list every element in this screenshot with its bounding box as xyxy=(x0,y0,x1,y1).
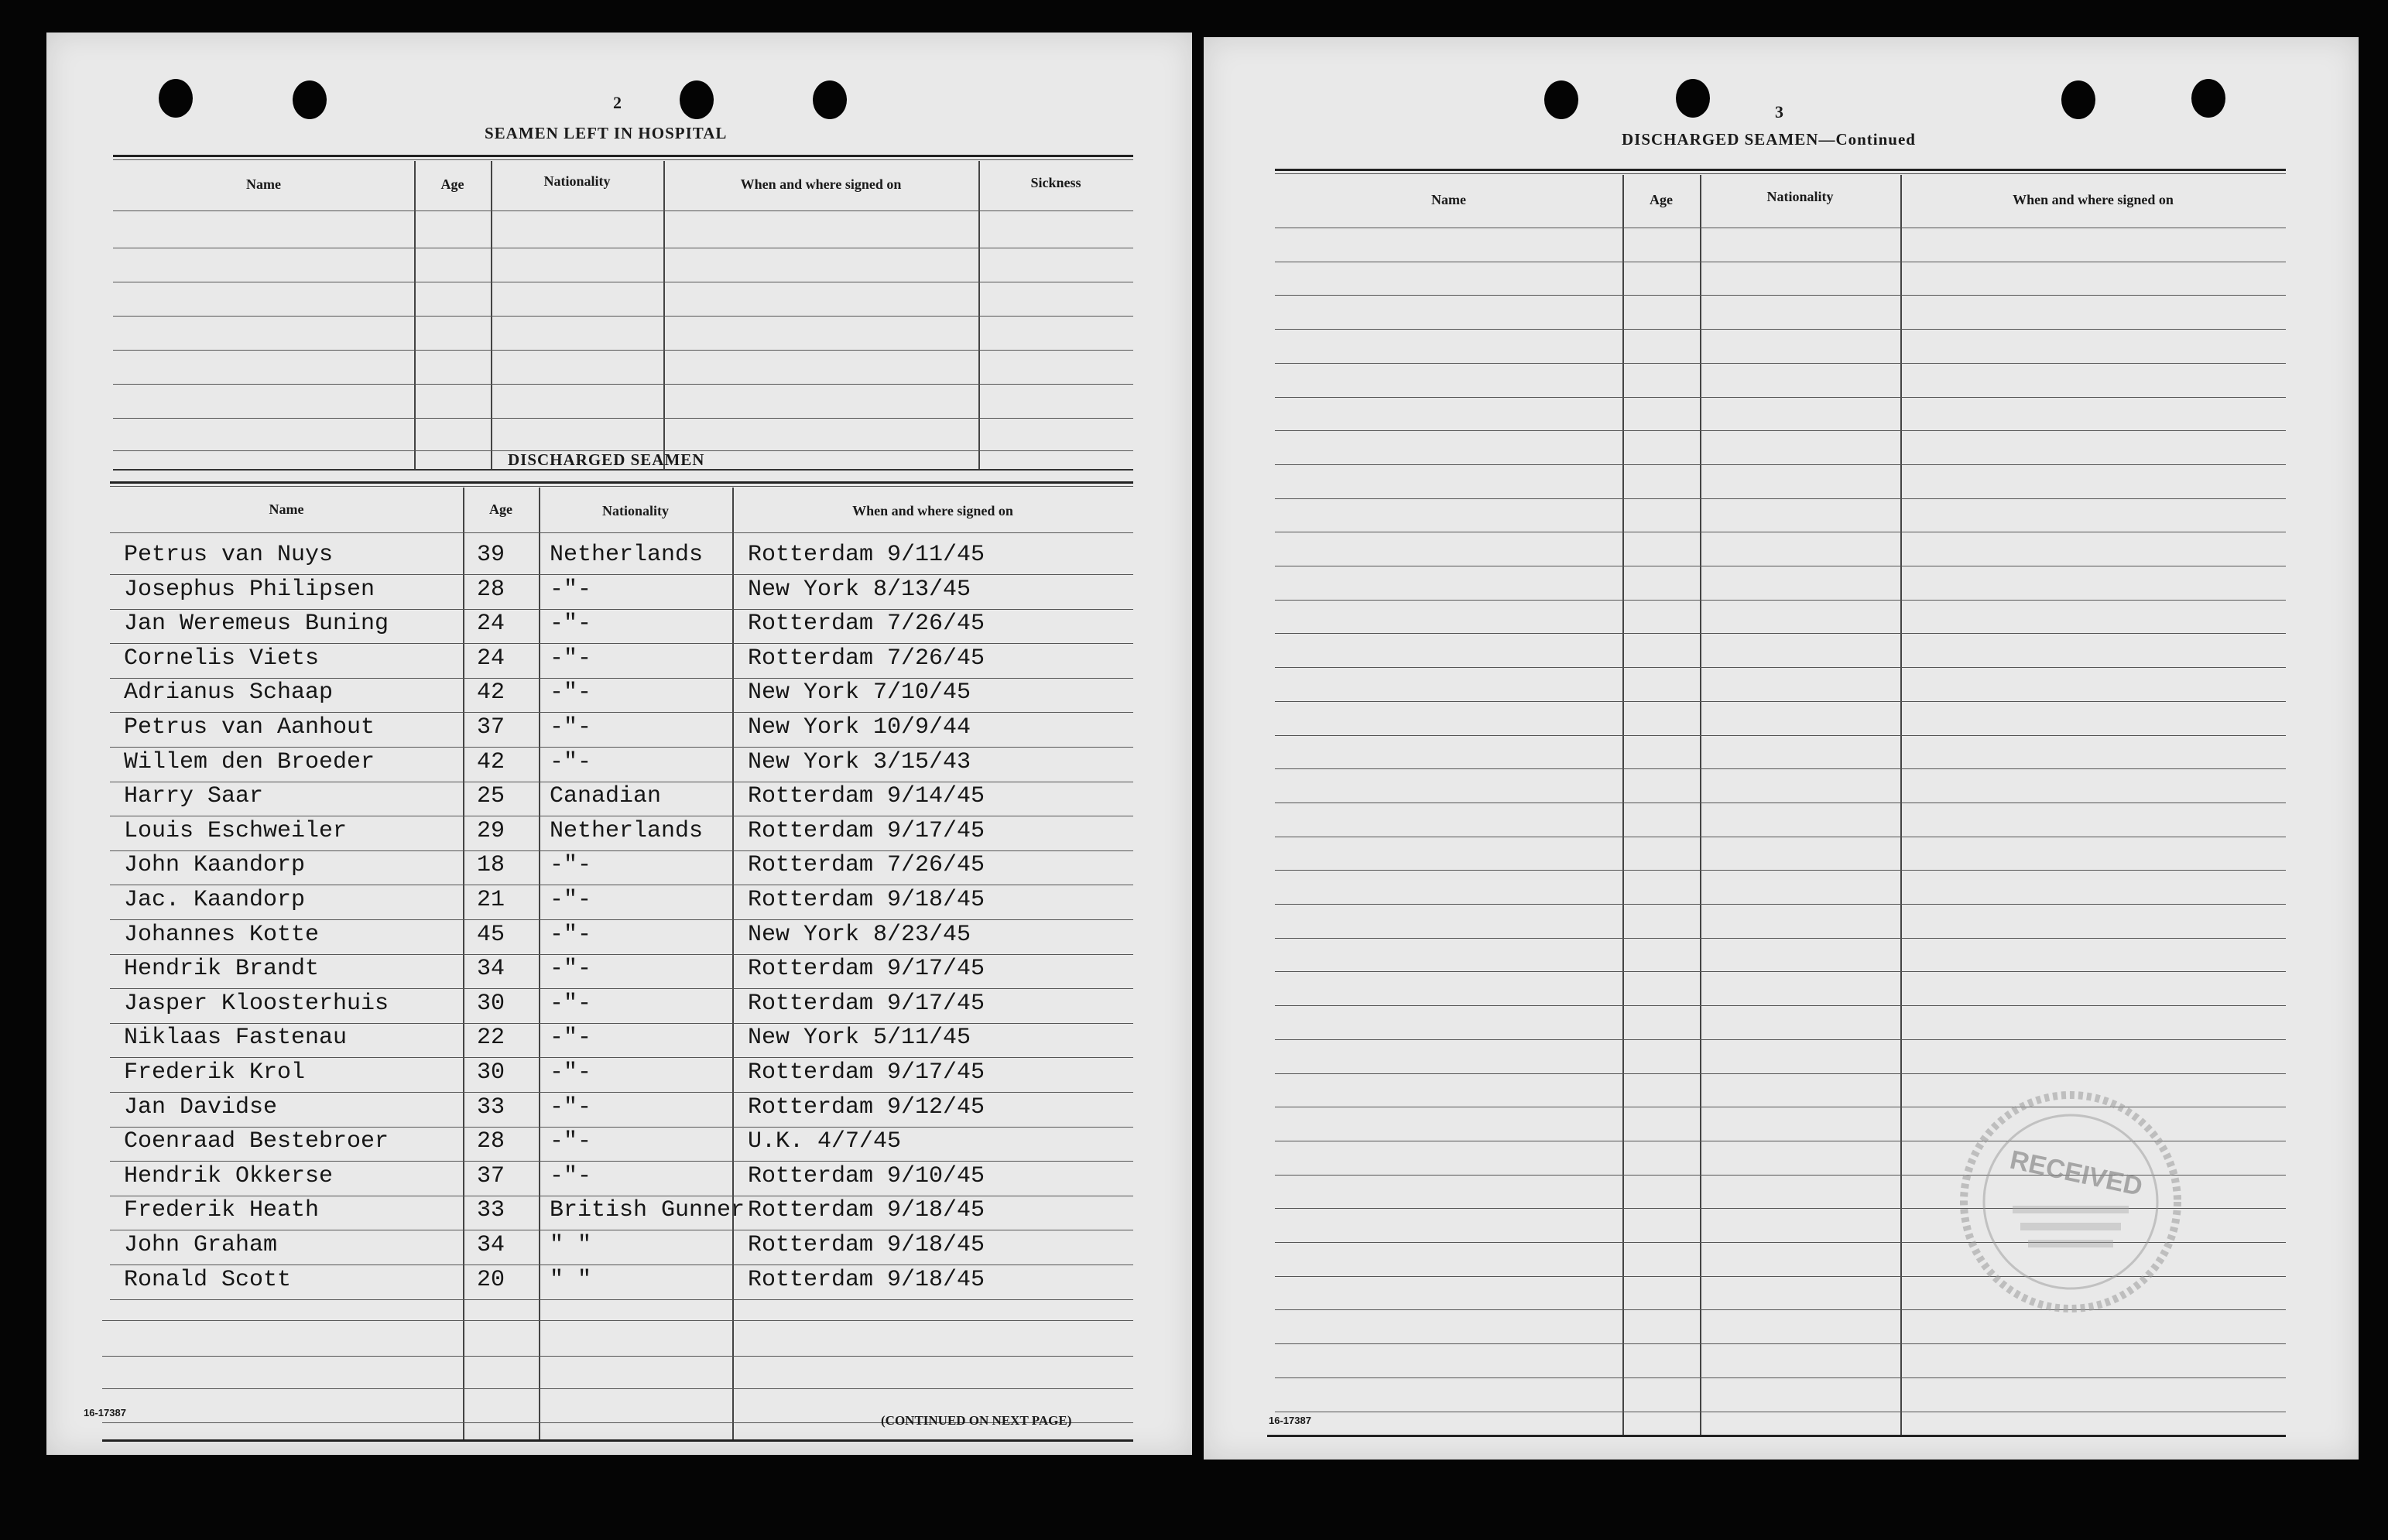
seaman-nationality: -"- xyxy=(550,1163,592,1189)
row-rule xyxy=(110,1057,1133,1058)
blank-row-rule xyxy=(1275,498,2286,499)
seaman-signed-on: New York 8/13/45 xyxy=(748,577,971,603)
seaman-name: Petrus van Nuys xyxy=(124,542,334,568)
seaman-name: John Kaandorp xyxy=(124,852,306,878)
seaman-name: Coenraad Bestebroer xyxy=(124,1128,389,1155)
seaman-name: Frederik Krol xyxy=(124,1059,306,1086)
seaman-signed-on: Rotterdam 7/26/45 xyxy=(748,611,985,637)
blank-row-rule xyxy=(1275,1005,2286,1006)
seaman-nationality: -"- xyxy=(550,887,592,913)
hospital-section-title: SEAMEN LEFT IN HOSPITAL xyxy=(485,124,728,142)
seaman-age: 33 xyxy=(477,1094,505,1121)
hospital-header-name: Name xyxy=(246,176,281,192)
right-page xyxy=(1204,37,2359,1460)
blank-row-rule xyxy=(1275,329,2286,330)
seaman-signed-on: New York 5/11/45 xyxy=(748,1025,971,1051)
seaman-age: 42 xyxy=(477,679,505,706)
hospital-header-age: Age xyxy=(440,176,464,192)
row-rule xyxy=(110,609,1133,610)
seaman-name: Adrianus Schaap xyxy=(124,679,334,706)
blank-row-rule xyxy=(1275,1073,2286,1074)
seaman-age: 34 xyxy=(477,956,505,982)
seaman-signed-on: Rotterdam 9/18/45 xyxy=(748,887,985,913)
seaman-nationality: -"- xyxy=(550,749,592,775)
blank-row-rule xyxy=(1275,600,2286,601)
seaman-name: Willem den Broeder xyxy=(124,749,375,775)
seaman-age: 24 xyxy=(477,611,505,637)
seaman-name: Harry Saar xyxy=(124,783,264,809)
row-rule xyxy=(110,1299,1133,1300)
discharged-header-name: Name xyxy=(269,501,304,517)
row-rule xyxy=(110,643,1133,644)
seaman-signed-on: Rotterdam 9/17/45 xyxy=(748,956,985,982)
seaman-name: Josephus Philipsen xyxy=(124,577,375,603)
seaman-nationality: -"- xyxy=(550,1128,592,1155)
page-number: 3 xyxy=(1775,102,1783,121)
seaman-name: Cornelis Viets xyxy=(124,645,320,672)
seaman-age: 37 xyxy=(477,714,505,741)
seaman-name: Johannes Kotte xyxy=(124,922,320,948)
left-page xyxy=(46,33,1192,1455)
punch-hole xyxy=(2191,79,2225,118)
seaman-nationality: -"- xyxy=(550,956,592,982)
seaman-signed-on: New York 7/10/45 xyxy=(748,679,971,706)
seaman-nationality: -"- xyxy=(550,611,592,637)
seaman-signed-on: Rotterdam 9/18/45 xyxy=(748,1267,985,1293)
seaman-age: 39 xyxy=(477,542,505,568)
seaman-name: Hendrik Brandt xyxy=(124,956,320,982)
punch-hole xyxy=(293,80,327,119)
row-rule xyxy=(110,712,1133,713)
blank-row-rule xyxy=(1275,735,2286,736)
seaman-signed-on: Rotterdam 9/14/45 xyxy=(748,783,985,809)
seaman-age: 25 xyxy=(477,783,505,809)
hospital-header-sickness: Sickness xyxy=(1030,175,1081,190)
seaman-name: Jan Weremeus Buning xyxy=(124,611,389,637)
blank-row-rule xyxy=(1275,904,2286,905)
seaman-signed-on: Rotterdam 7/26/45 xyxy=(748,852,985,878)
seaman-age: 21 xyxy=(477,887,505,913)
seaman-name: Hendrik Okkerse xyxy=(124,1163,334,1189)
stamp-text: RECEIVED xyxy=(2007,1145,2146,1202)
seaman-signed-on: Rotterdam 9/17/45 xyxy=(748,991,985,1017)
row-rule xyxy=(110,747,1133,748)
punch-hole xyxy=(680,80,714,119)
discharged-header-signed-on: When and where signed on xyxy=(852,503,1013,518)
row-rule xyxy=(110,1161,1133,1162)
seaman-nationality: Netherlands xyxy=(550,542,704,568)
seaman-age: 28 xyxy=(477,577,505,603)
seaman-age: 30 xyxy=(477,991,505,1017)
seaman-age: 18 xyxy=(477,852,505,878)
punch-hole xyxy=(2061,80,2095,119)
blank-row-rule xyxy=(1275,768,2286,769)
blank-row-rule xyxy=(1275,1377,2286,1378)
seaman-nationality: -"- xyxy=(550,852,592,878)
continued-header-nationality: Nationality xyxy=(1766,189,1834,204)
seaman-signed-on: New York 8/23/45 xyxy=(748,922,971,948)
seaman-name: Louis Eschweiler xyxy=(124,818,348,844)
seaman-signed-on: Rotterdam 7/26/45 xyxy=(748,645,985,672)
blank-row-rule xyxy=(1275,1343,2286,1344)
blank-row-rule xyxy=(1275,464,2286,465)
seaman-signed-on: Rotterdam 9/18/45 xyxy=(748,1197,985,1223)
seaman-name: Niklaas Fastenau xyxy=(124,1025,348,1051)
discharged-section-title: DISCHARGED SEAMEN xyxy=(508,450,705,469)
seaman-nationality: " " xyxy=(550,1232,592,1258)
blank-row-rule xyxy=(1275,633,2286,634)
seaman-age: 42 xyxy=(477,749,505,775)
seaman-signed-on: Rotterdam 9/18/45 xyxy=(748,1232,985,1258)
blank-row-rule xyxy=(1275,430,2286,431)
continued-header-signed-on: When and where signed on xyxy=(2013,192,2174,207)
seaman-name: Jac. Kaandorp xyxy=(124,887,306,913)
punch-hole xyxy=(159,79,193,118)
blank-row-rule xyxy=(1275,1039,2286,1040)
seaman-nationality: -"- xyxy=(550,991,592,1017)
blank-row-rule xyxy=(1275,363,2286,364)
hospital-header-signed-on: When and where signed on xyxy=(740,176,902,192)
row-rule xyxy=(110,678,1133,679)
seaman-signed-on: Rotterdam 9/10/45 xyxy=(748,1163,985,1189)
blank-row-rule xyxy=(1275,295,2286,296)
continued-header-name: Name xyxy=(1431,192,1466,207)
blank-row-rule xyxy=(1275,667,2286,668)
seaman-signed-on: Rotterdam 9/17/45 xyxy=(748,1059,985,1086)
seaman-name: Petrus van Aanhout xyxy=(124,714,375,741)
seaman-name: Jasper Kloosterhuis xyxy=(124,991,389,1017)
seaman-nationality: British Gunner xyxy=(550,1197,745,1223)
row-rule xyxy=(110,919,1133,920)
seaman-nationality: -"- xyxy=(550,645,592,672)
received-stamp xyxy=(1958,1090,2183,1314)
seaman-nationality: -"- xyxy=(550,1059,592,1086)
seaman-name: Jan Davidse xyxy=(124,1094,278,1121)
seaman-nationality: -"- xyxy=(550,1025,592,1051)
punch-hole xyxy=(813,80,847,119)
page-number: 2 xyxy=(613,93,622,112)
row-rule xyxy=(110,850,1133,851)
blank-row-rule xyxy=(1275,870,2286,871)
punch-hole xyxy=(1544,80,1578,119)
seaman-age: 24 xyxy=(477,645,505,672)
seaman-signed-on: Rotterdam 9/17/45 xyxy=(748,818,985,844)
seaman-name: Frederik Heath xyxy=(124,1197,320,1223)
seaman-nationality: -"- xyxy=(550,922,592,948)
seaman-age: 33 xyxy=(477,1197,505,1223)
discharged-header-nationality: Nationality xyxy=(601,503,669,518)
discharged-header-age: Age xyxy=(489,501,512,517)
row-rule xyxy=(110,1127,1133,1128)
seaman-age: 20 xyxy=(477,1267,505,1293)
continued-note: (CONTINUED ON NEXT PAGE) xyxy=(881,1413,1072,1428)
row-rule xyxy=(110,1092,1133,1093)
seaman-age: 30 xyxy=(477,1059,505,1086)
seaman-age: 45 xyxy=(477,922,505,948)
seaman-signed-on: U.K. 4/7/45 xyxy=(748,1128,902,1155)
blank-row-rule xyxy=(1275,701,2286,702)
seaman-age: 22 xyxy=(477,1025,505,1051)
seaman-nationality: " " xyxy=(550,1267,592,1293)
seaman-age: 28 xyxy=(477,1128,505,1155)
hospital-header-nationality: Nationality xyxy=(543,173,611,189)
seaman-signed-on: Rotterdam 9/11/45 xyxy=(748,542,985,568)
seaman-age: 34 xyxy=(477,1232,505,1258)
continued-header-age: Age xyxy=(1650,192,1673,207)
page-title: DISCHARGED SEAMEN—Continued xyxy=(1622,130,1916,149)
row-rule xyxy=(110,1023,1133,1024)
seaman-nationality: Canadian xyxy=(550,783,662,809)
seaman-age: 37 xyxy=(477,1163,505,1189)
form-code: 16-17387 xyxy=(84,1407,126,1419)
row-rule xyxy=(110,574,1133,575)
seaman-age: 29 xyxy=(477,818,505,844)
seaman-signed-on: New York 10/9/44 xyxy=(748,714,971,741)
seaman-name: Ronald Scott xyxy=(124,1267,292,1293)
row-rule xyxy=(110,988,1133,989)
blank-row-rule xyxy=(1275,938,2286,939)
seaman-nationality: -"- xyxy=(550,1094,592,1121)
row-rule xyxy=(110,954,1133,955)
seaman-nationality: -"- xyxy=(550,577,592,603)
seaman-nationality: Netherlands xyxy=(550,818,704,844)
seaman-nationality: -"- xyxy=(550,714,592,741)
seaman-name: John Graham xyxy=(124,1232,278,1258)
seaman-signed-on: Rotterdam 9/12/45 xyxy=(748,1094,985,1121)
blank-row-rule xyxy=(1275,397,2286,398)
blank-row-rule xyxy=(1275,971,2286,972)
seaman-nationality: -"- xyxy=(550,679,592,706)
punch-hole xyxy=(1676,79,1710,118)
form-code: 16-17387 xyxy=(1269,1415,1311,1426)
seaman-signed-on: New York 3/15/43 xyxy=(748,749,971,775)
